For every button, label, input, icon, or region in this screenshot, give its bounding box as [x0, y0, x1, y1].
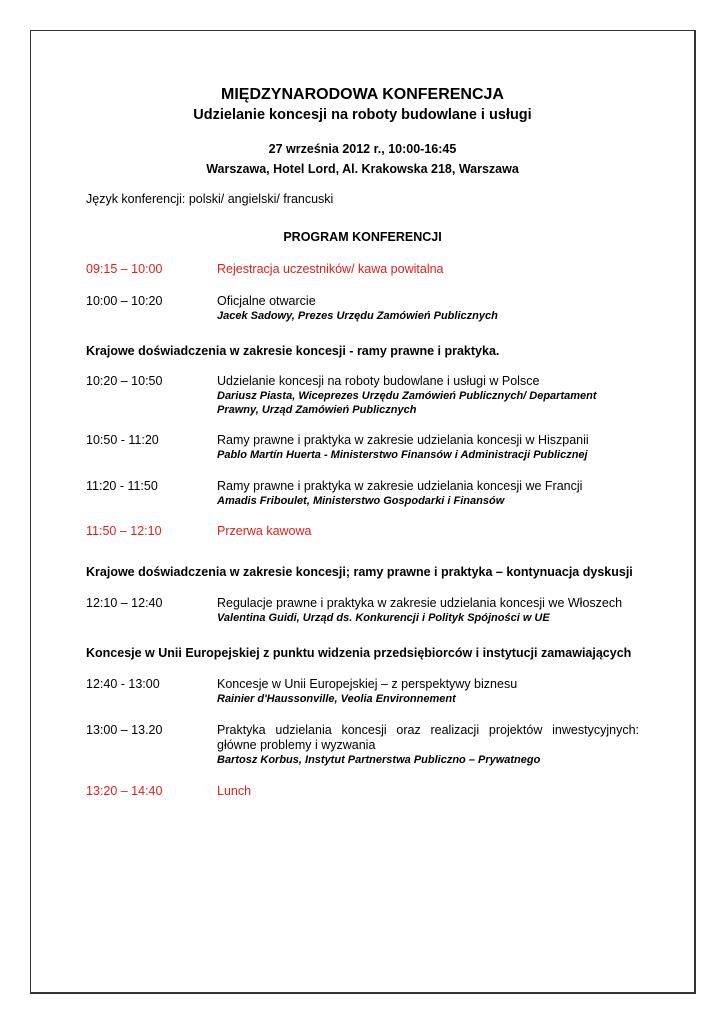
agenda-speaker: Amadis Friboulet, Ministerstwo Gospodarki i Finansów [217, 495, 505, 507]
agenda-item [86, 374, 639, 417]
agenda-time: 11:50 – 12:10 [86, 524, 162, 538]
agenda-time: 12:40 - 13:00 [86, 677, 160, 691]
conference-date: 27 września 2012 r., 10:00-16:45 [268, 142, 457, 156]
agenda-title: Ramy prawne i praktyka w zakresie udzielania koncesji w Hiszpanii [217, 433, 589, 447]
agenda-speaker: Valentina Guidi, Urząd ds. Konkurencji i Polityk Spójności w UE [217, 612, 550, 624]
agenda-time: 11:20 - 11:50 [86, 479, 158, 493]
agenda-speaker: Jacek Sadowy, Prezes Urzędu Zamówień Publicznych [217, 310, 498, 322]
agenda-title: Koncesje w Unii Europejskiej – z perspektywy biznesu [217, 677, 518, 691]
program-title: PROGRAM KONFERENCJI [283, 230, 442, 244]
agenda-time: 12:10 – 12:40 [86, 596, 163, 610]
document-body [86, 86, 639, 799]
agenda-item [86, 433, 639, 462]
section-heading: Koncesje w Unii Europejskiej z punktu widzenia przedsiębiorców i instytucji zamawiających [86, 646, 632, 660]
agenda-title: Rejestracja uczestników/ kawa powitalna [217, 262, 444, 276]
agenda-item [86, 596, 639, 625]
agenda-title: Praktyka udzielania koncesji oraz realizacji projektów inwestycyjnych: główne problemy i wyzwania [217, 723, 639, 752]
agenda-time: 13:00 – 13.20 [86, 723, 163, 737]
agenda-title: Lunch [217, 784, 252, 798]
agenda-title: Udzielanie koncesji na roboty budowlane i usługi w Polsce [217, 374, 540, 388]
section-heading: Krajowe doświadczenia w zakresie koncesji - ramy prawne i praktyka. [86, 344, 500, 358]
agenda-item [86, 677, 639, 706]
agenda-title: Ramy prawne i praktyka w zakresie udzielania koncesji we Francji [217, 479, 583, 493]
agenda-title: Oficjalne otwarcie [217, 294, 316, 308]
agenda-time: 10:50 - 11:20 [86, 433, 159, 447]
conference-title: MIĘDZYNARODOWA KONFERENCJA [221, 86, 504, 103]
section-heading: Krajowe doświadczenia w zakresie koncesji; ramy prawne i praktyka – kontynuacja dyskusji [86, 565, 633, 579]
agenda-speaker: Bartosz Korbus, Instytut Partnerstwa Publiczno – Prywatnego [217, 754, 541, 766]
agenda-time: 10:00 – 10:20 [86, 294, 163, 308]
agenda-item-registration [86, 262, 639, 277]
agenda-title: Przerwa kawowa [217, 524, 312, 538]
conference-subtitle: Udzielanie koncesji na roboty budowlane i usługi [193, 107, 532, 123]
agenda-title: Regulacje prawne i praktyka w zakresie udzielania koncesji we Włoszech [217, 596, 623, 610]
conference-venue: Warszawa, Hotel Lord, Al. Krakowska 218, Warszawa [206, 162, 519, 176]
agenda-item [86, 479, 639, 508]
conference-language: Język konferencji: polski/ angielski/ francuski [86, 192, 334, 206]
agenda-item [86, 723, 639, 767]
agenda-speaker: Rainier d'Haussonville, Veolia Environnement [217, 693, 456, 705]
agenda-item-lunch [86, 784, 639, 799]
agenda-speaker: Pablo Martín Huerta - Ministerstwo Finansów i Administracji Publicznej [217, 449, 588, 461]
agenda-time: 09:15 – 10:00 [86, 262, 163, 276]
agenda-time: 13:20 – 14:40 [86, 784, 163, 798]
agenda-time: 10:20 – 10:50 [86, 374, 163, 388]
agenda-speaker: Dariusz Piasta, Wiceprezes Urzędu Zamówień Publicznych/ Departament Prawny, Urząd Zamówień Publicznych [217, 390, 597, 416]
agenda-item-opening [86, 294, 639, 323]
agenda-item-coffee-break [86, 524, 639, 539]
